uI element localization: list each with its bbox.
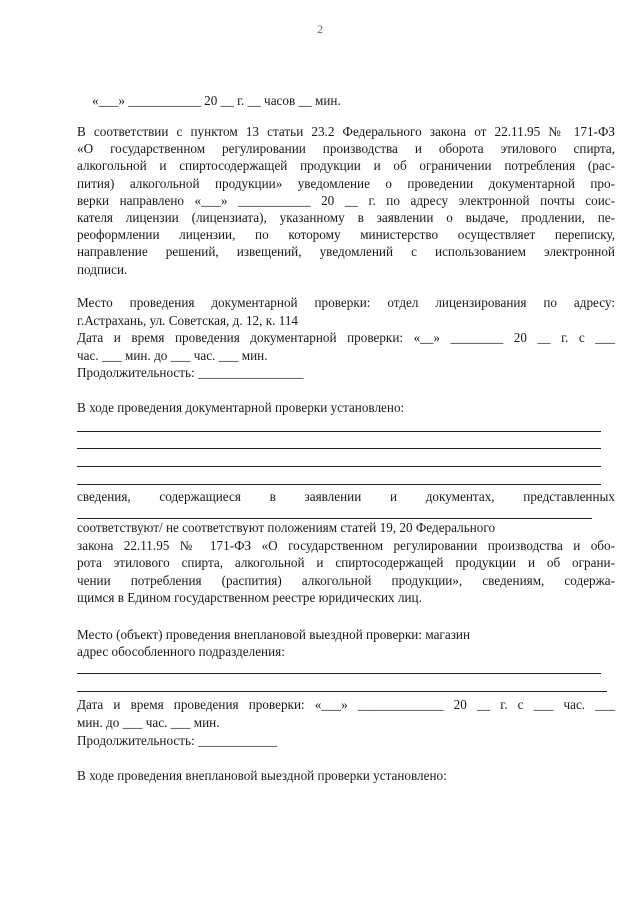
field-check-duration: Продолжительность: ____________: [77, 733, 278, 748]
conformity-line-4: чении потребления (распития) алкогольной продукции», сведениям, содержа-: [77, 573, 615, 588]
para1-line-3: алкогольной и спиртосодержащей продукции и об ограничении потребления (рас-: [77, 158, 615, 173]
conformity-line-5: щимся в Едином государственном реестре юридических лиц.: [77, 590, 422, 605]
para1-line-4: пития) алкогольной продукции» уведомление о проведении документарной про-: [77, 176, 615, 191]
doc-check-datetime-line-2: час. ___ мин. до ___ час. ___ мин.: [77, 348, 268, 363]
page-number: 2: [317, 22, 323, 36]
doc-findings-heading: В ходе проведения документарной проверки установлено:: [77, 400, 405, 415]
field-check-address: адрес обособленного подразделения:: [77, 644, 285, 659]
doc-check-datetime-line-1: Дата и время проведения документарной проверки: «__» ________ 20 __ г. с ___: [77, 330, 615, 345]
findings-blank-line-3: [77, 466, 601, 467]
conformity-line-1: соответствуют/ не соответствуют положениям статей 19, 20 Федерального: [77, 520, 496, 535]
doc-check-duration: Продолжительность: ________________: [77, 365, 304, 380]
findings-blank-line-1: [77, 431, 601, 432]
para1-line-9: подписи.: [77, 262, 128, 277]
address-blank-line-1: [77, 673, 601, 674]
doc-findings-info-line: сведения, содержащиеся в заявлении и документах, представленных: [77, 489, 615, 504]
doc-check-place-line-2: г.Астрахань, ул. Советская, д. 12, к. 114: [77, 313, 299, 328]
findings-blank-line-2: [77, 448, 601, 449]
para1-line-1: В соответствии с пунктом 13 статьи 23.2 Федерального закона от 22.11.95 № 171-ФЗ: [77, 124, 615, 139]
doc-check-place-line-1: Место проведения документарной проверки: отдел лицензирования по адресу:: [77, 295, 615, 310]
para1-line-7: реоформлении лицензии, по которому министерство осуществляет переписку,: [77, 227, 615, 242]
para1-line-6: кателя лицензии (лицензиата), указанному в заявлении о выдаче, продлении, пе-: [77, 210, 615, 225]
header-date-line: «___» ___________ 20 __ г. __ часов __ мин.: [92, 93, 341, 108]
findings-blank-line-4: [77, 484, 601, 485]
field-check-datetime-line-2: мин. до ___ час. ___ мин.: [77, 715, 220, 730]
field-check-place: Место (объект) проведения внеплановой выездной проверки: магазин: [77, 627, 471, 642]
para1-line-5: верки направлено «___» ___________ 20 __ г. по адресу электронной почты соис-: [77, 193, 615, 208]
field-check-datetime-line-1: Дата и время проведения проверки: «___» _____________ 20 __ г. с ___ час. ___: [77, 697, 615, 712]
conformity-line-3: рота этилового спирта, алкогольной и спиртосодержащей продукции и об ограни-: [77, 555, 615, 570]
para1-line-8: направление решений, извещений, уведомлений с использованием электронной: [77, 244, 615, 259]
field-findings-heading: В ходе проведения внеплановой выездной проверки установлено:: [77, 768, 447, 783]
conformity-line-2: закона 22.11.95 № 171-ФЗ «О государственном регулировании производства и обо-: [77, 538, 615, 553]
address-blank-line-2: [77, 691, 607, 692]
para1-line-2: «О государственном регулировании производства и оборота этилового спирта,: [77, 141, 615, 156]
